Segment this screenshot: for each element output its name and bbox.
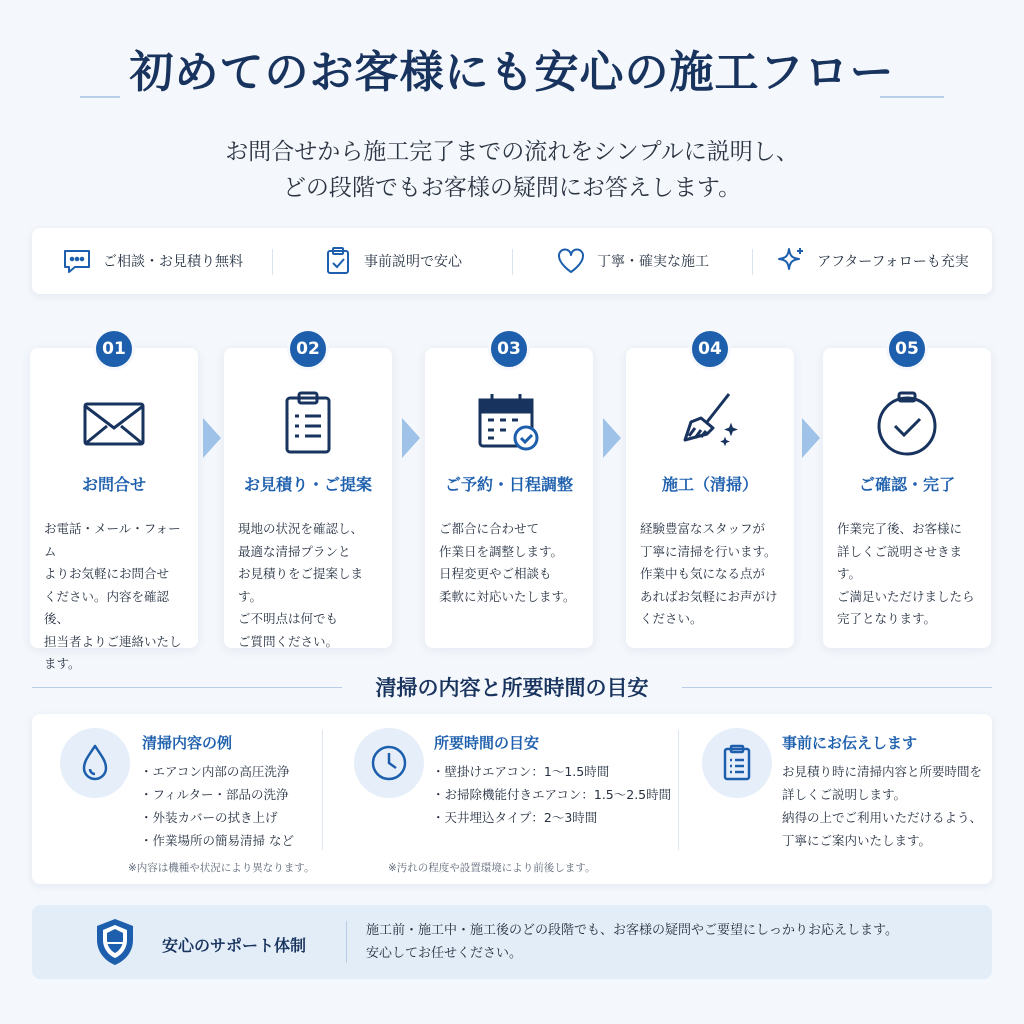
support-divider bbox=[346, 921, 347, 963]
text-line: 詳しくご説明します。 bbox=[782, 787, 907, 802]
text-line: 丁寧にご案内いたします。 bbox=[782, 833, 932, 848]
cleaning-list bbox=[140, 760, 294, 852]
water-drop-icon bbox=[73, 741, 117, 785]
clock-icon bbox=[367, 741, 411, 785]
feature-label: ご相談・お見積り無料 bbox=[103, 254, 243, 270]
clipboard-icon bbox=[715, 741, 759, 785]
info-head-advance: 事前にお伝えします bbox=[782, 734, 918, 752]
subtitle-line-1: お問合せから施工完了までの流れをシンプルに説明し、 bbox=[225, 139, 799, 165]
heart-icon bbox=[555, 245, 587, 277]
step-number: 04 bbox=[689, 328, 731, 370]
support-text: 施工前・施工中・施工後のどの段階でも、お客様の疑問やご要望にしっかりお応えします。 安心してお任せください。 bbox=[366, 923, 898, 961]
column-divider bbox=[322, 730, 323, 850]
clipboard-check-icon bbox=[322, 245, 354, 277]
info-head-duration: 所要時間の目安 bbox=[434, 734, 540, 752]
info-head-cleaning: 清掃内容の例 bbox=[142, 734, 233, 752]
info-icon-wrap bbox=[354, 728, 424, 798]
text-line: お見積り時に清掃内容と所要時間を bbox=[782, 764, 983, 779]
info-panel bbox=[32, 714, 992, 884]
calendar-check-icon bbox=[474, 388, 544, 458]
step-title: お見積り・ご提案 bbox=[243, 475, 372, 494]
feature-label: アフターフォローも充実 bbox=[817, 254, 969, 270]
step-number: 02 bbox=[287, 328, 329, 370]
header bbox=[0, 36, 1024, 100]
feature-free-consultation bbox=[32, 245, 272, 277]
list-item: ・エアコン内部の高圧洗浄 bbox=[140, 764, 290, 779]
feature-after-follow bbox=[752, 245, 992, 277]
list-item: ・お掃除機能付きエアコン：1.5〜2.5時間 bbox=[432, 787, 672, 802]
step-arrow bbox=[603, 418, 621, 458]
info-icon-wrap bbox=[702, 728, 772, 798]
step-number: 05 bbox=[886, 328, 928, 370]
step-description: 現地の状況を確認し、 最適な清掃プランと お見積りをご提案します。 ご不明点は何でも ご質問ください。 bbox=[238, 521, 364, 649]
clipboard-list-icon bbox=[273, 388, 343, 458]
step-title: ご確認・完了 bbox=[858, 475, 955, 494]
page-subtitle bbox=[0, 134, 1024, 206]
step-description: ご都合に合わせて 作業日を調整します。 日程変更やご相談も 柔軟に対応いたします。 bbox=[439, 521, 576, 604]
shield-icon bbox=[94, 917, 136, 967]
step-number: 03 bbox=[488, 328, 530, 370]
step-title: ご予約・日程調整 bbox=[444, 475, 573, 494]
feature-label: 丁寧・確実な施工 bbox=[597, 254, 709, 270]
broom-icon bbox=[675, 388, 745, 458]
feature-advance-explanation bbox=[272, 245, 512, 277]
sparkle-icon bbox=[775, 245, 807, 277]
list-item: ・フィルター・部品の洗浄 bbox=[140, 787, 289, 802]
page-title: 初めてのお客様にも安心の施工フロー bbox=[129, 47, 895, 98]
chat-bubble-icon bbox=[61, 245, 93, 277]
step-description: 作業完了後、お客様に 詳しくご説明させきます。 ご満足いただけましたら 完了となります。 bbox=[837, 521, 975, 626]
step-arrow bbox=[402, 418, 420, 458]
envelope-icon bbox=[79, 388, 149, 458]
support-title: 安心のサポート体制 bbox=[162, 936, 307, 955]
advance-text bbox=[782, 760, 982, 852]
step-number: 01 bbox=[93, 328, 135, 370]
step-description: 経験豊富なスタッフが 丁寧に清掃を行います。 作業中も気になる点が あればお気軽にお声がけ ください。 bbox=[640, 521, 778, 626]
info-note: ※内容は機種や状況により異なります。 bbox=[128, 862, 315, 874]
step-card-01 bbox=[30, 339, 198, 671]
list-item: ・外装カバーの拭き上げ bbox=[140, 810, 278, 825]
column-divider bbox=[678, 730, 679, 850]
list-item: ・天井埋込タイプ：2〜3時間 bbox=[432, 810, 598, 825]
duration-list bbox=[432, 760, 671, 829]
step-card-03 bbox=[425, 339, 593, 648]
step-description: お電話・メール・フォーム よりお気軽にお問合せ ください。内容を確認後、 担当者よりご連絡いたし ます。 bbox=[44, 521, 182, 671]
check-circle-icon bbox=[872, 388, 942, 458]
list-item: ・作業場所の簡易清掃 など bbox=[140, 833, 294, 848]
list-item: ・壁掛けエアコン：1〜1.5時間 bbox=[432, 764, 610, 779]
subtitle-line-2: どの段階でもお客様の疑問にお答えします。 bbox=[282, 175, 742, 201]
info-note: ※汚れの程度や設置環境により前後します。 bbox=[388, 862, 596, 874]
info-icon-wrap bbox=[60, 728, 130, 798]
feature-label: 事前説明で安心 bbox=[364, 254, 462, 270]
support-bar bbox=[32, 905, 992, 979]
step-title: お問合せ bbox=[81, 475, 146, 494]
feature-bar bbox=[32, 228, 992, 294]
text-line: 納得の上でご利用いただけるよう、 bbox=[782, 810, 983, 825]
section-title: 清掃の内容と所要時間の目安 bbox=[375, 675, 649, 700]
step-title: 施工（清掃） bbox=[661, 475, 758, 494]
feature-careful-work bbox=[512, 245, 752, 277]
step-card-05 bbox=[823, 339, 991, 648]
step-arrow bbox=[802, 418, 820, 458]
step-card-04 bbox=[626, 339, 794, 648]
step-card-02 bbox=[224, 339, 392, 649]
step-arrow bbox=[203, 418, 221, 458]
